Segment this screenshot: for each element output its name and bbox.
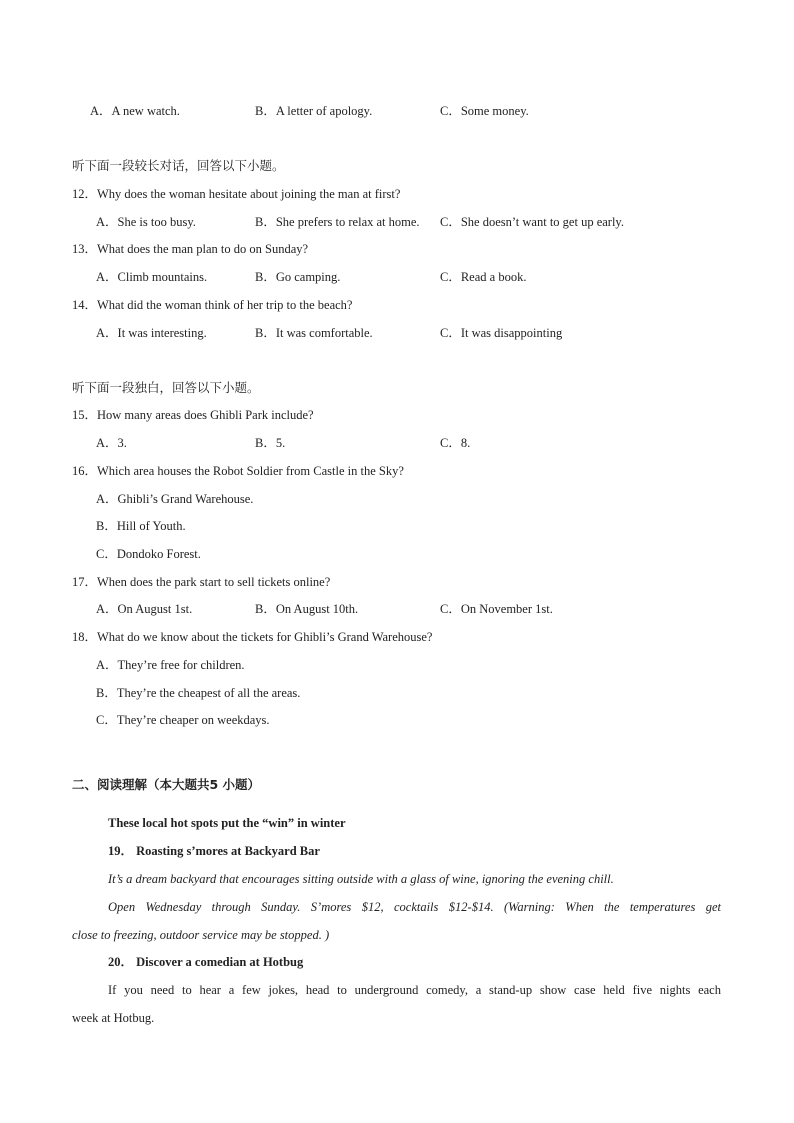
item19-paragraph-1: It’s a dream backyard that encourages sitting outside with a glass of wine, ignoring the evening chill. (108, 872, 614, 886)
item20-heading: 20． Discover a comedian at Hotbug (108, 955, 304, 969)
reading-section-title: 二、阅读理解（本大题共5 小题） (72, 777, 261, 792)
q11-option-a: A．A new watch. (90, 104, 180, 118)
q16-stem: 16．Which area houses the Robot Soldier from Castle in the Sky? (72, 464, 404, 478)
q14-option-b: B．It was comfortable. (255, 326, 373, 340)
q13-option-c: C．Read a book. (440, 270, 527, 284)
section-heading-long-dialogue: 听下面一段较长对话，回答以下小题。 (72, 158, 285, 173)
q12-option-b: B．She prefers to relax at home. (255, 215, 420, 229)
q13-option-a: A．Climb mountains. (96, 270, 208, 284)
q16-option-c: C．Dondoko Forest. (96, 547, 201, 561)
q15-option-b: B．5. (255, 436, 286, 450)
item20-paragraph-line-2: week at Hotbug. (72, 1011, 155, 1025)
q11-option-c: C．Some money. (440, 104, 529, 118)
item19-heading: 19． Roasting s’mores at Backyard Bar (108, 844, 320, 858)
q14-option-a: A．It was interesting. (96, 326, 207, 340)
q18-option-a: A．They’re free for children. (96, 658, 245, 672)
item20-paragraph-line-1: If you need to hear a few jokes, head to underground comedy, a stand-up show case held five nights each (108, 983, 721, 997)
q17-option-c: C．On November 1st. (440, 602, 553, 616)
q14-option-c: C．It was disappointing (440, 326, 563, 340)
q13-option-b: B．Go camping. (255, 270, 341, 284)
q16-option-a: A．Ghibli’s Grand Warehouse. (96, 492, 254, 506)
q17-stem: 17．When does the park start to sell tickets online? (72, 575, 331, 589)
q15-option-c: C．8. (440, 436, 471, 450)
q12-stem: 12．Why does the woman hesitate about joining the man at first? (72, 187, 401, 201)
q13-stem: 13．What does the man plan to do on Sunday? (72, 242, 309, 256)
q11-option-b: B．A letter of apology. (255, 104, 373, 118)
q17-option-a: A．On August 1st. (96, 602, 193, 616)
q15-option-a: A．3. (96, 436, 127, 450)
q16-option-b: B．Hill of Youth. (96, 519, 186, 533)
q15-stem: 15．How many areas does Ghibli Park include? (72, 408, 314, 422)
q17-option-b: B．On August 10th. (255, 602, 359, 616)
passage-title: These local hot spots put the “win” in winter (108, 816, 346, 830)
item19-paragraph-2-line-2: close to freezing, outdoor service may be stopped. ) (72, 928, 330, 942)
q18-option-b: B．They’re the cheapest of all the areas. (96, 686, 301, 700)
q12-option-c: C．She doesn’t want to get up early. (440, 215, 624, 229)
q18-stem: 18．What do we know about the tickets for Ghibli’s Grand Warehouse? (72, 630, 433, 644)
q18-option-c: C．They’re cheaper on weekdays. (96, 713, 270, 727)
q12-option-a: A．She is too busy. (96, 215, 196, 229)
q14-stem: 14．What did the woman think of her trip to the beach? (72, 298, 353, 312)
section-heading-monologue: 听下面一段独白，回答以下小题。 (72, 380, 260, 395)
item19-paragraph-2-line-1: Open Wednesday through Sunday. S’mores $12, cocktails $12-$14. (Warning: When the temperatures get (108, 900, 721, 914)
